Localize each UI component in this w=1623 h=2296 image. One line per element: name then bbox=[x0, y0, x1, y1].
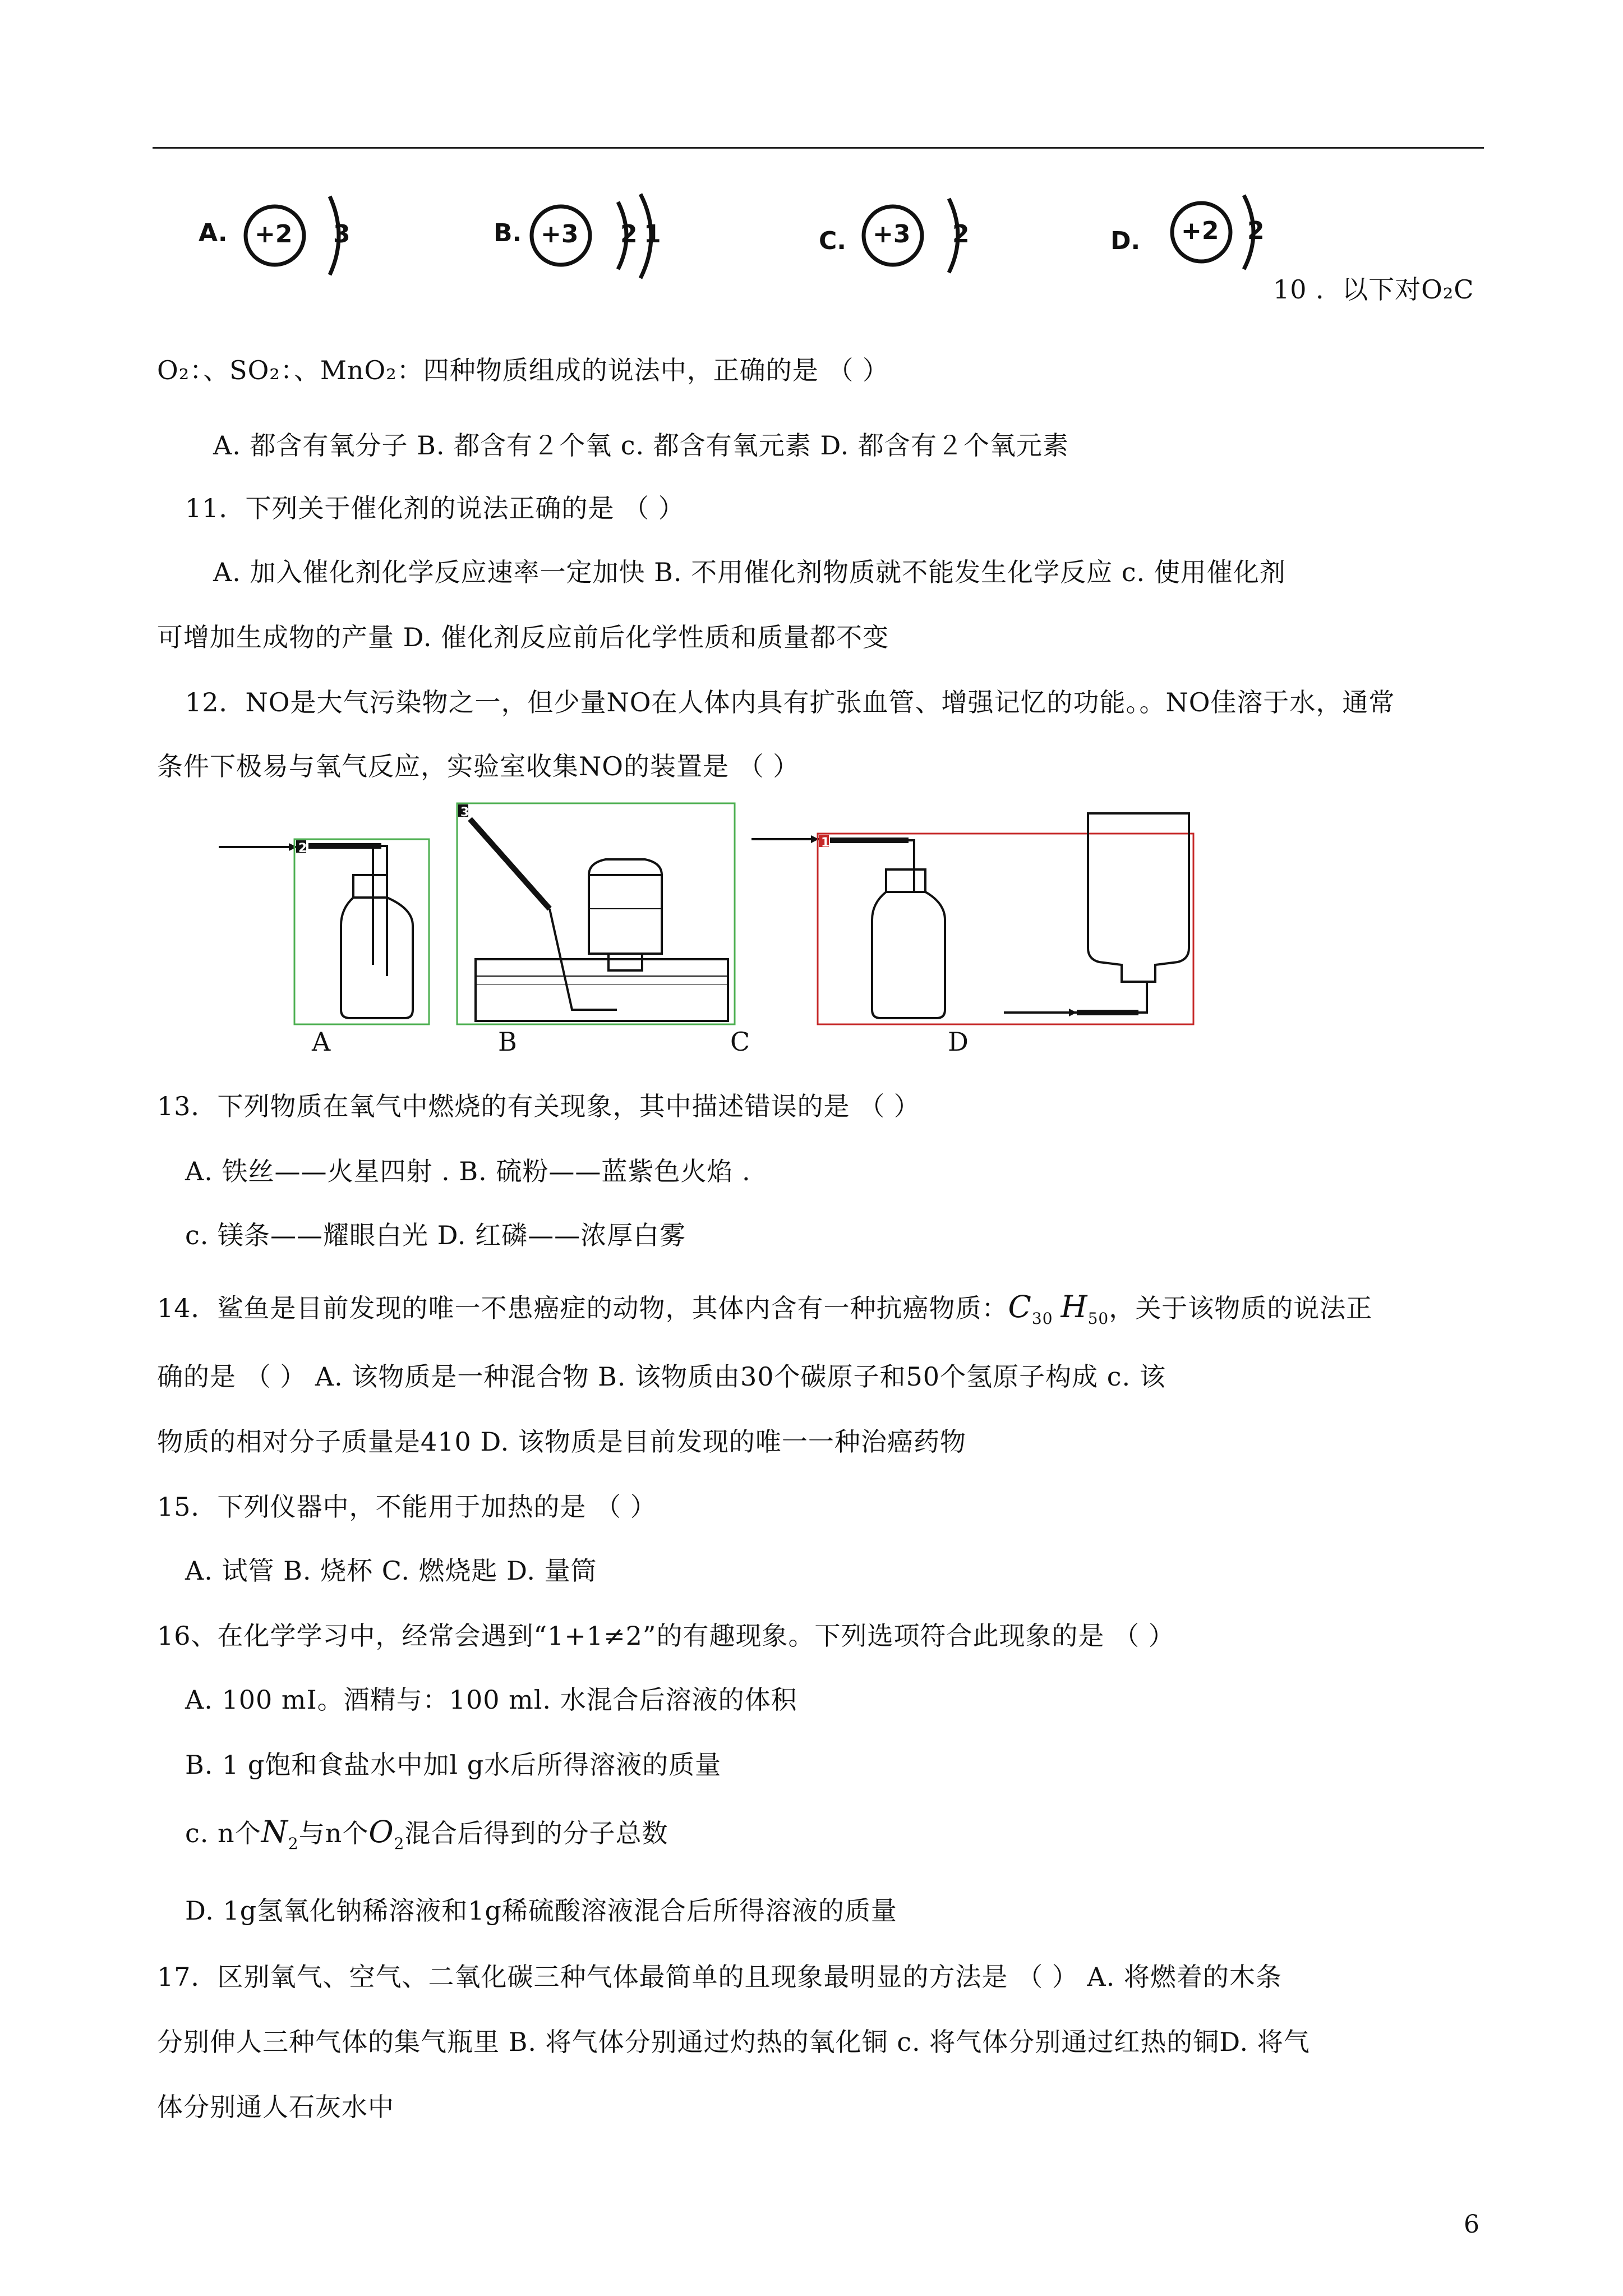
question-17-text-3: 体分别通人石灰水中 bbox=[157, 2092, 394, 2122]
apparatus-b bbox=[457, 803, 735, 1024]
question-10-start: 10 ．以下对O₂C bbox=[1273, 274, 1474, 305]
apparatus-tag: 2 bbox=[298, 841, 307, 855]
question-13-text: 13．下列物质在氧气中燃烧的有关现象，其中描述错误的是 （ ） bbox=[157, 1091, 920, 1121]
question-13-options-1: A. 铁丝——火星四射 . B. 硫粉——蓝紫色火焰 . bbox=[185, 1156, 751, 1186]
atom-label: A. bbox=[199, 219, 228, 247]
apparatus-label-d: D bbox=[948, 1027, 969, 1057]
question-12-text-1: 12．NO是大气污染物之一，但少量NO在人体内具有扩张血管、增强记忆的功能。。NO佳溶于水，通常 bbox=[185, 687, 1395, 717]
nucleus-charge: +3 bbox=[541, 220, 579, 249]
apparatus-tag: 1 bbox=[821, 836, 830, 850]
shell-electrons: 1 bbox=[644, 220, 661, 249]
question-10-text: O₂：、SO₂：、MnO₂：四种物质组成的说法中，正确的是 （ ） bbox=[157, 355, 889, 385]
shell-electrons: 3 bbox=[333, 220, 351, 249]
formula-n2: $N_2$ bbox=[261, 1814, 299, 1853]
question-13-options-2: c. 镁条——耀眼白光 D. 红磷——浓厚白雾 bbox=[185, 1220, 686, 1250]
nucleus-charge: +2 bbox=[1181, 217, 1219, 245]
apparatus-a bbox=[219, 839, 429, 1024]
question-11-text: 11．下列关于催化剂的说法正确的是 （ ） bbox=[185, 493, 685, 523]
gas-collection-apparatus bbox=[213, 797, 1211, 1032]
question-16-option-c: c. n个$N_2$与n个$O_2$混合后得到的分子总数 bbox=[185, 1814, 668, 1853]
apparatus-label-c: C bbox=[730, 1027, 750, 1057]
atom-diagram-b bbox=[494, 191, 729, 292]
question-16-option-a: A. 100 mI。酒精与：100 ml. 水混合后溶液的体积 bbox=[185, 1685, 797, 1715]
question-11-options-1: A. 加入催化剂化学反应速率一定加快 B. 不用催化剂物质就不能发生化学反应 c. 使用催化剂 bbox=[213, 557, 1286, 587]
nucleus-charge: +3 bbox=[873, 220, 911, 249]
question-17-text-1: 17．区别氧气、空气、二氧化碳三种气体最简单的且现象最明显的方法是 （ ） A. 将燃着的木条 bbox=[157, 1962, 1282, 1992]
question-11-options-2: 可增加生成物的产量 D. 催化剂反应前后化学性质和质量都不变 bbox=[157, 622, 889, 652]
question-14-tail: ，关于该物质的说法正 bbox=[1109, 1293, 1373, 1323]
shell-electrons: 2 bbox=[620, 220, 638, 249]
apparatus-c bbox=[751, 834, 1193, 1024]
question-16-text: 16、在化学学习中，经常会遇到“1+1≠2”的有趣现象。下列选项符合此现象的是 （ ） bbox=[157, 1621, 1175, 1651]
question-17-text-2: 分别伸人三种气体的集气瓶里 B. 将气体分别通过灼热的氧化铜 c. 将气体分别通过红热的铜D. 将气 bbox=[157, 2027, 1310, 2057]
question-15-options: A. 试管 B. 烧杯 C. 燃烧匙 D. 量筒 bbox=[185, 1556, 597, 1586]
page-number: 6 bbox=[1464, 2210, 1479, 2239]
atom-label: B. bbox=[494, 219, 522, 247]
atom-diagram-a bbox=[196, 191, 432, 292]
shell-electrons: 2 bbox=[1247, 217, 1265, 245]
question-14-text-2: 确的是 （ ） A. 该物质是一种混合物 B. 该物质由30个碳原子和50个氢原子构成 c. 该 bbox=[157, 1361, 1166, 1392]
apparatus-label-a: A bbox=[312, 1027, 331, 1057]
question-15-text: 15．下列仪器中，不能用于加热的是 （ ） bbox=[157, 1492, 657, 1522]
formula-o2: $O_2$ bbox=[368, 1814, 405, 1853]
question-14-text-1 bbox=[157, 1290, 1372, 1336]
question-16-option-b: B. 1 g饱和食盐水中加l g水后所得溶液的质量 bbox=[185, 1750, 722, 1780]
header-rule bbox=[153, 147, 1484, 149]
question-12-text-2: 条件下极易与氧气反应，实验室收集NO的装置是 （ ） bbox=[157, 751, 800, 781]
shell-electrons: 2 bbox=[952, 220, 970, 249]
apparatus-d bbox=[1004, 813, 1189, 1016]
question-16-option-d: D. 1g氢氧化钠稀溶液和1g稀硫酸溶液混合后所得溶液的质量 bbox=[185, 1895, 897, 1926]
atom-diagram-c bbox=[819, 191, 1054, 292]
apparatus-label-b: B bbox=[498, 1027, 517, 1057]
atom-label: C. bbox=[819, 227, 847, 255]
question-14-text-3: 物质的相对分子质量是410 D. 该物质是目前发现的唯一一种治癌药物 bbox=[157, 1427, 966, 1457]
apparatus-tag: 3 bbox=[460, 806, 469, 820]
formula-c30h50: $C_{30}$ $H_{50}$ bbox=[1008, 1289, 1109, 1328]
question-10-options: A. 都含有氧分子 B. 都含有２个氧 c. 都含有氧元素 D. 都含有２个氧元素 bbox=[213, 430, 1069, 461]
question-14-lead: 14．鲨鱼是目前发现的唯一不患癌症的动物，其体内含有一种抗癌物质： bbox=[157, 1293, 1008, 1323]
nucleus-charge: +2 bbox=[255, 220, 293, 249]
atom-label: D. bbox=[1110, 227, 1141, 255]
